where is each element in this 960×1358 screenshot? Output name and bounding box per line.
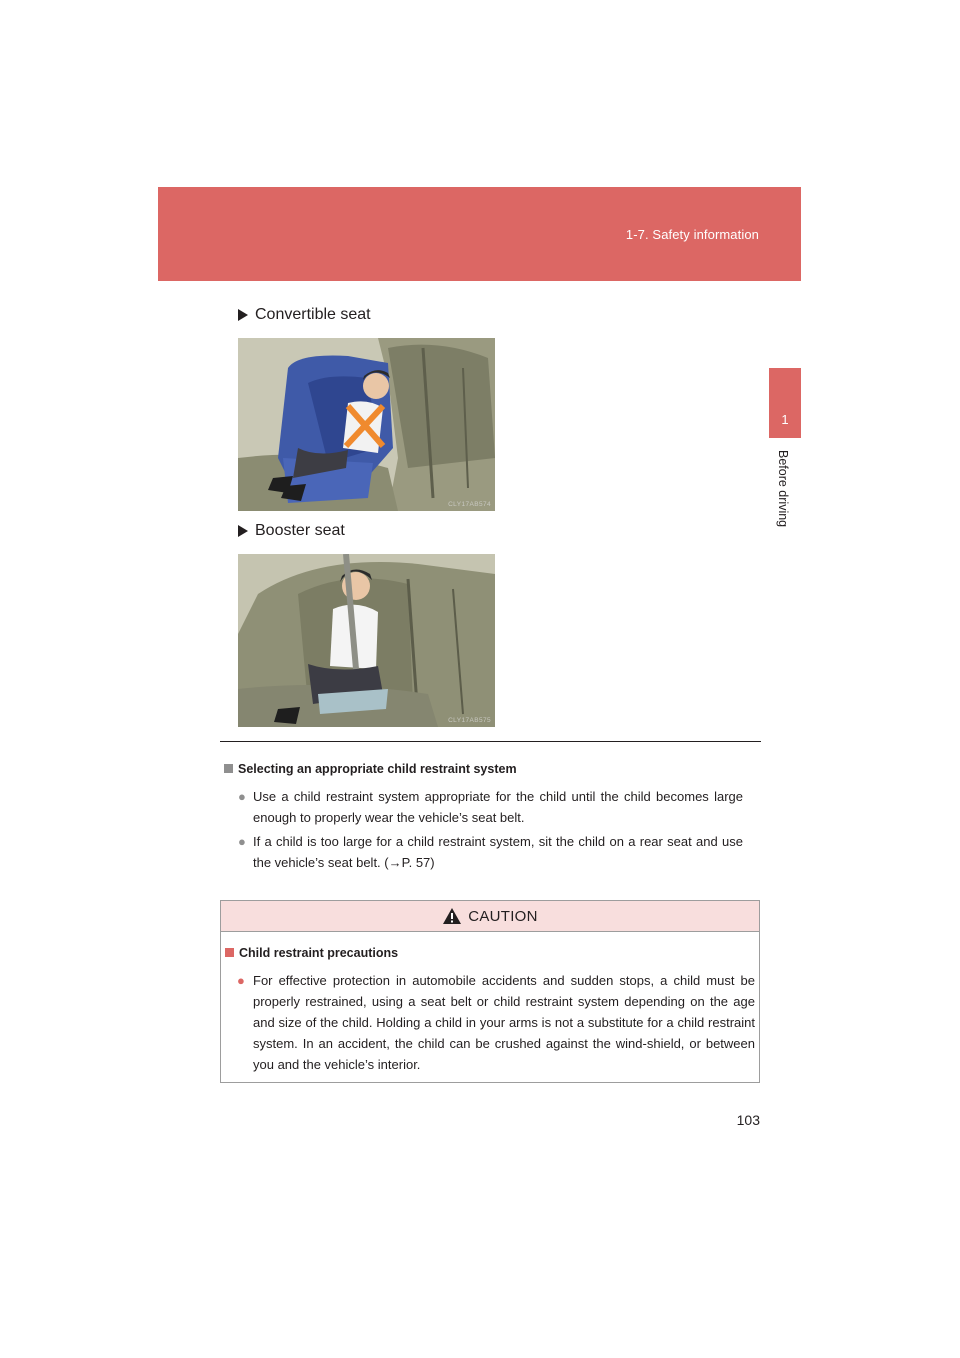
figure-caption-booster — [238, 522, 345, 540]
convertible-seat-illustration — [238, 338, 495, 511]
info-bullet-text: If a child is too large for a child restraint system, sit the child on a rear seat and use the vehicle’s seat belt. (→P. 57) — [253, 834, 743, 870]
caution-title: CAUTION — [468, 907, 538, 925]
section-divider — [220, 741, 761, 742]
figure-code: CLY17AB574 — [448, 501, 491, 508]
circle-bullet-icon: ● — [238, 789, 246, 804]
figure-caption-text: Convertible seat — [255, 306, 371, 323]
circle-bullet-icon: ● — [237, 973, 245, 988]
header-band — [158, 187, 801, 281]
booster-seat-illustration — [238, 554, 495, 727]
triangle-bullet-icon — [238, 525, 248, 537]
square-bullet-icon — [224, 764, 233, 773]
caution-header — [221, 901, 759, 932]
info-heading — [224, 762, 517, 776]
figure-code: CLY17AB575 — [448, 717, 491, 724]
figure-caption-text: Booster seat — [255, 522, 345, 539]
info-bullet — [238, 786, 743, 828]
figure-booster-seat — [238, 554, 495, 727]
square-bullet-icon — [225, 948, 234, 957]
caution-bullet — [237, 970, 755, 1075]
caution-bullet-text: For effective protection in automobile accidents and sudden stops, a child must be properly restrained, using a seat belt or child restraint system depending on the age and size of the child. Holding a child in your arms is not a substitute for a child restraint system. In an accident, the child can be crushed against the wind-shield, or between you and the vehicle’s interior. — [253, 973, 755, 1072]
triangle-bullet-icon — [238, 309, 248, 321]
chapter-title: Before driving — [776, 450, 790, 528]
figure-convertible-seat — [238, 338, 495, 511]
chapter-tab — [769, 368, 801, 438]
circle-bullet-icon: ● — [238, 834, 246, 849]
page-number: 103 — [736, 1112, 760, 1128]
section-title: 1-7. Safety information — [625, 227, 759, 242]
caution-box — [220, 900, 760, 1083]
info-heading-text: Selecting an appropriate child restraint system — [238, 762, 517, 776]
caution-heading — [225, 946, 398, 960]
figure-caption-convertible — [238, 306, 371, 324]
caution-heading-text: Child restraint precautions — [239, 946, 399, 960]
chapter-number: 1 — [781, 412, 789, 427]
warning-triangle-icon — [442, 907, 462, 925]
info-bullet-text: Use a child restraint system appropriate for the child until the child becomes large enough to properly wear the vehicle’s seat belt. — [253, 789, 743, 825]
info-bullet — [238, 831, 743, 873]
